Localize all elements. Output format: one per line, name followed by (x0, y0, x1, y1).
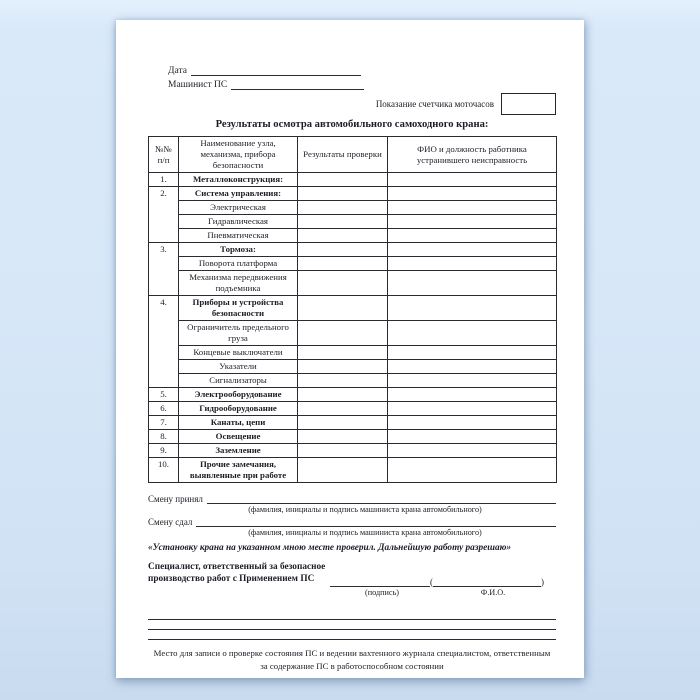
row-name: Прочие замечания, выявленные при работе (179, 458, 298, 483)
row-name: Канаты, цепи (179, 416, 298, 430)
row-name: Механизма передвижения подъемника (179, 271, 298, 296)
row-name: Указатели (179, 360, 298, 374)
table-row (149, 187, 557, 201)
table-row (149, 416, 557, 430)
result-cell (298, 388, 388, 402)
name-blank (433, 576, 541, 587)
signature-row (330, 575, 556, 587)
shift-received-row (148, 492, 556, 504)
name-caption: Ф.И.О. (480, 588, 506, 597)
inspection-table (148, 136, 557, 483)
shift-handed-label: Смену сдал (148, 517, 193, 527)
writing-line (148, 619, 556, 620)
col-header-result: Результаты проверки (298, 137, 388, 173)
col-header-name: Наименование узла, механизма, прибора безопасности (179, 137, 298, 173)
row-name: Тормоза: (179, 243, 298, 257)
row-name: Электрооборудование (179, 388, 298, 402)
footer-note: Место для записи о проверке состояния ПС и ведении вахтенного журнала специалистом, ответственным за содержание ПС в работоспособном состоянии (153, 648, 551, 671)
result-cell (298, 187, 388, 201)
operator-field-row (168, 76, 556, 90)
result-cell (298, 321, 388, 346)
table-row (149, 229, 557, 243)
fio-cell (388, 402, 557, 416)
meter-label: Показание счетчика моточасов (375, 98, 494, 109)
row-num: 3. (149, 243, 179, 296)
operator-label: Машинист ПС (168, 80, 228, 90)
row-num: 8. (149, 430, 179, 444)
close-paren: ) (541, 577, 544, 587)
result-cell (298, 173, 388, 187)
meter-reading-box (501, 93, 556, 115)
table-row (149, 388, 557, 402)
fio-cell (388, 215, 557, 229)
writing-lines (148, 619, 556, 640)
specialist-signature-block (330, 575, 556, 597)
fio-cell (388, 458, 557, 483)
fio-cell (388, 374, 557, 388)
fio-cell (388, 444, 557, 458)
table-row (149, 173, 557, 187)
result-cell (298, 271, 388, 296)
table-row (149, 444, 557, 458)
form-title: Результаты осмотра автомобильного самоходного крана: (215, 119, 489, 130)
row-num: 6. (149, 402, 179, 416)
signature-blank (330, 576, 430, 587)
result-cell (298, 296, 388, 321)
col-header-fio: ФИО и должность работника устранившего неисправность (388, 137, 557, 173)
row-num: 1. (149, 173, 179, 187)
shift-handed-row (148, 515, 556, 527)
row-name: Поворота платформа (179, 257, 298, 271)
row-num: 4. (149, 296, 179, 388)
row-name: Ограничитель предельного груза (179, 321, 298, 346)
table-row (149, 458, 557, 483)
row-num: 9. (149, 444, 179, 458)
shift-received-label: Смену принял (148, 494, 203, 504)
col-header-num: №№ п/п (149, 137, 179, 173)
table-row (149, 430, 557, 444)
table-row (149, 374, 557, 388)
table-row (149, 257, 557, 271)
table-row (149, 296, 557, 321)
table-row (149, 402, 557, 416)
fio-cell (388, 271, 557, 296)
row-name: Пневматическая (179, 229, 298, 243)
row-name: Заземление (179, 444, 298, 458)
table-row (149, 271, 557, 296)
approval-quote: «Установку крана на указанном мною месте проверил. Дальнейшую работу разрешаю» (148, 543, 512, 553)
row-name: Система управления: (179, 187, 298, 201)
operator-blank-line (231, 79, 364, 90)
result-cell (298, 402, 388, 416)
result-cell (298, 360, 388, 374)
writing-line (148, 639, 556, 640)
result-cell (298, 346, 388, 360)
row-name: Освещение (179, 430, 298, 444)
result-cell (298, 458, 388, 483)
fio-cell (388, 229, 557, 243)
fio-cell (388, 416, 557, 430)
row-name: Электрическая (179, 201, 298, 215)
result-cell (298, 215, 388, 229)
row-name: Гидравлическая (179, 215, 298, 229)
date-label: Дата (168, 66, 187, 76)
shift-handed-blank (196, 516, 556, 527)
row-name: Концевые выключатели (179, 346, 298, 360)
row-num: 7. (149, 416, 179, 430)
shift-received-caption: (фамилия, инициалы и подпись машиниста крана автомобильного) (248, 505, 482, 514)
row-name: Приборы и устройства безопасности (179, 296, 298, 321)
row-num: 5. (149, 388, 179, 402)
table-header-row (149, 137, 557, 173)
fio-cell (388, 296, 557, 321)
fio-cell (388, 243, 557, 257)
signature-caption: (подпись) (365, 588, 399, 597)
result-cell (298, 374, 388, 388)
table-row (149, 215, 557, 229)
shift-received-blank (207, 493, 556, 504)
fio-cell (388, 360, 557, 374)
table-row (149, 201, 557, 215)
specialist-label: Специалист, ответственный за безопасное производство работ с Применением ПС (148, 562, 326, 584)
fio-cell (388, 388, 557, 402)
date-blank-line (191, 65, 361, 76)
fio-cell (388, 346, 557, 360)
writing-line (148, 629, 556, 630)
table-row (149, 321, 557, 346)
result-cell (298, 416, 388, 430)
table-row (149, 243, 557, 257)
fio-cell (388, 187, 557, 201)
result-cell (298, 229, 388, 243)
fio-cell (388, 321, 557, 346)
table-row (149, 346, 557, 360)
shift-handed-caption: (фамилия, инициалы и подпись машиниста крана автомобильного) (248, 528, 482, 537)
result-cell (298, 444, 388, 458)
meter-row (148, 93, 556, 114)
fio-cell (388, 430, 557, 444)
specialist-section (148, 562, 556, 597)
row-num: 2. (149, 187, 179, 243)
signature-captions (330, 588, 556, 597)
fio-cell (388, 257, 557, 271)
fio-cell (388, 173, 557, 187)
result-cell (298, 257, 388, 271)
result-cell (298, 430, 388, 444)
row-name: Металлоконструкция: (179, 173, 298, 187)
fio-cell (388, 201, 557, 215)
row-name: Гидрооборудование (179, 402, 298, 416)
row-name: Сигнализаторы (179, 374, 298, 388)
shift-section (148, 492, 556, 538)
scanned-form-page (116, 20, 584, 678)
result-cell (298, 243, 388, 257)
open-paren: ( (430, 577, 433, 587)
row-num: 10. (149, 458, 179, 483)
date-field-row (168, 62, 556, 76)
table-row (149, 360, 557, 374)
result-cell (298, 201, 388, 215)
